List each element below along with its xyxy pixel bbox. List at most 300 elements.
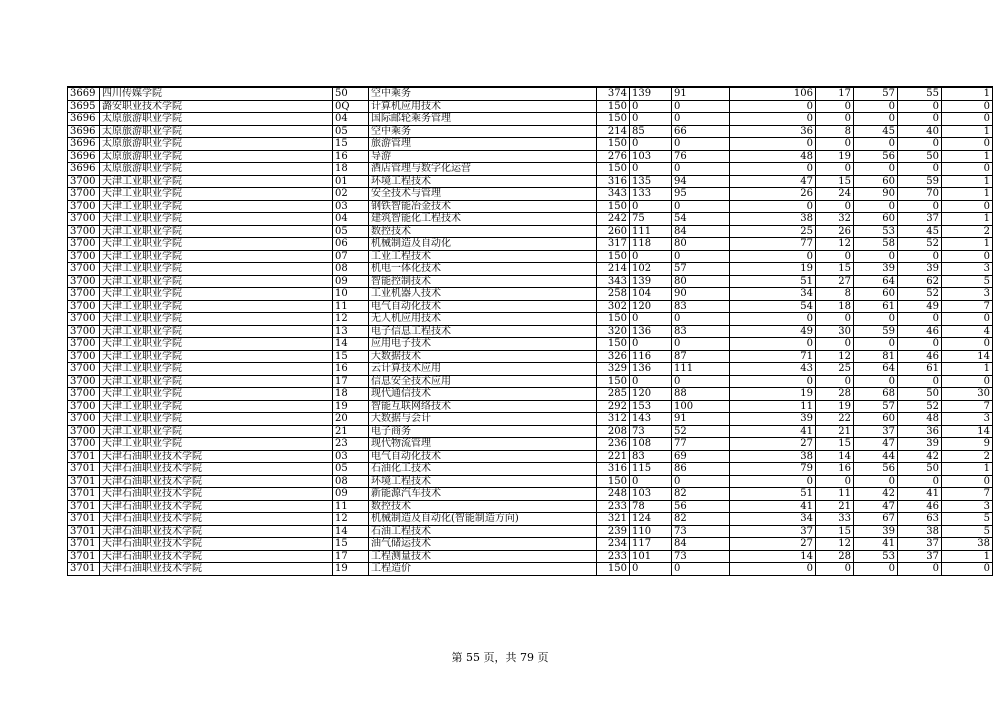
col-5-cell: 150 bbox=[597, 113, 630, 126]
col-7-cell: 82 bbox=[672, 513, 730, 526]
col-11-cell: 62 bbox=[898, 275, 942, 288]
col-10-cell: 61 bbox=[854, 300, 898, 313]
col-8-cell: 48 bbox=[730, 150, 816, 163]
school-name-cell: 天津工业职业学院 bbox=[100, 288, 333, 301]
col-12-cell: 0 bbox=[942, 475, 993, 488]
table-row bbox=[68, 138, 993, 151]
school-name-cell: 天津工业职业学院 bbox=[100, 425, 333, 438]
table-row bbox=[68, 425, 993, 438]
school-name-cell: 天津石油职业技术学院 bbox=[100, 488, 333, 501]
col-12-cell: 14 bbox=[942, 350, 993, 363]
col-7-cell: 91 bbox=[672, 413, 730, 426]
major-code-cell: 11 bbox=[333, 500, 369, 513]
table-row bbox=[68, 313, 993, 326]
col-8-cell: 54 bbox=[730, 300, 816, 313]
major-name-cell: 环境工程技术 bbox=[369, 475, 597, 488]
col-10-cell: 39 bbox=[854, 263, 898, 276]
col-9-cell: 12 bbox=[816, 238, 854, 251]
school-code-cell: 3700 bbox=[68, 213, 100, 226]
school-code-cell: 3700 bbox=[68, 413, 100, 426]
col-12-cell: 1 bbox=[942, 463, 993, 476]
col-5-cell: 292 bbox=[597, 400, 630, 413]
col-5-cell: 239 bbox=[597, 525, 630, 538]
major-code-cell: 18 bbox=[333, 163, 369, 176]
major-code-cell: 04 bbox=[333, 113, 369, 126]
col-9-cell: 0 bbox=[816, 338, 854, 351]
major-code-cell: 09 bbox=[333, 488, 369, 501]
col-8-cell: 38 bbox=[730, 450, 816, 463]
col-7-cell: 76 bbox=[672, 150, 730, 163]
col-9-cell: 22 bbox=[816, 413, 854, 426]
col-12-cell: 14 bbox=[942, 425, 993, 438]
col-5-cell: 312 bbox=[597, 413, 630, 426]
col-8-cell: 0 bbox=[730, 475, 816, 488]
col-10-cell: 0 bbox=[854, 163, 898, 176]
col-11-cell: 50 bbox=[898, 463, 942, 476]
col-6-cell: 103 bbox=[630, 150, 672, 163]
col-6-cell: 83 bbox=[630, 450, 672, 463]
col-5-cell: 150 bbox=[597, 250, 630, 263]
data-table bbox=[67, 86, 993, 576]
col-12-cell: 2 bbox=[942, 450, 993, 463]
major-name-cell: 电子信息工程技术 bbox=[369, 325, 597, 338]
col-7-cell: 0 bbox=[672, 163, 730, 176]
school-name-cell: 太原旅游职业学院 bbox=[100, 125, 333, 138]
col-10-cell: 58 bbox=[854, 238, 898, 251]
col-6-cell: 102 bbox=[630, 263, 672, 276]
major-name-cell: 信息安全技术应用 bbox=[369, 375, 597, 388]
school-name-cell: 潞安职业技术学院 bbox=[100, 100, 333, 113]
col-9-cell: 0 bbox=[816, 563, 854, 576]
col-10-cell: 60 bbox=[854, 175, 898, 188]
col-5-cell: 150 bbox=[597, 338, 630, 351]
school-name-cell: 天津工业职业学院 bbox=[100, 438, 333, 451]
school-code-cell: 3701 bbox=[68, 463, 100, 476]
col-7-cell: 82 bbox=[672, 488, 730, 501]
col-11-cell: 0 bbox=[898, 313, 942, 326]
col-5-cell: 260 bbox=[597, 225, 630, 238]
col-12-cell: 7 bbox=[942, 400, 993, 413]
col-10-cell: 0 bbox=[854, 475, 898, 488]
col-6-cell: 0 bbox=[630, 313, 672, 326]
col-8-cell: 0 bbox=[730, 163, 816, 176]
col-8-cell: 77 bbox=[730, 238, 816, 251]
col-5-cell: 233 bbox=[597, 550, 630, 563]
col-9-cell: 15 bbox=[816, 438, 854, 451]
col-9-cell: 28 bbox=[816, 388, 854, 401]
col-10-cell: 44 bbox=[854, 450, 898, 463]
school-code-cell: 3701 bbox=[68, 475, 100, 488]
col-10-cell: 64 bbox=[854, 363, 898, 376]
col-5-cell: 150 bbox=[597, 163, 630, 176]
col-6-cell: 133 bbox=[630, 188, 672, 201]
table-row bbox=[68, 125, 993, 138]
col-6-cell: 103 bbox=[630, 488, 672, 501]
col-7-cell: 54 bbox=[672, 213, 730, 226]
school-code-cell: 3700 bbox=[68, 238, 100, 251]
table-body bbox=[68, 87, 993, 575]
col-11-cell: 0 bbox=[898, 113, 942, 126]
col-7-cell: 0 bbox=[672, 563, 730, 576]
col-8-cell: 34 bbox=[730, 513, 816, 526]
major-code-cell: 05 bbox=[333, 463, 369, 476]
col-10-cell: 47 bbox=[854, 438, 898, 451]
col-8-cell: 11 bbox=[730, 400, 816, 413]
col-12-cell: 5 bbox=[942, 525, 993, 538]
col-9-cell: 18 bbox=[816, 300, 854, 313]
col-12-cell: 1 bbox=[942, 125, 993, 138]
major-code-cell: 16 bbox=[333, 363, 369, 376]
col-11-cell: 0 bbox=[898, 200, 942, 213]
major-name-cell: 机电一体化技术 bbox=[369, 263, 597, 276]
col-10-cell: 60 bbox=[854, 288, 898, 301]
col-5-cell: 329 bbox=[597, 363, 630, 376]
col-5-cell: 248 bbox=[597, 488, 630, 501]
col-10-cell: 67 bbox=[854, 513, 898, 526]
col-7-cell: 84 bbox=[672, 225, 730, 238]
col-5-cell: 326 bbox=[597, 350, 630, 363]
school-name-cell: 天津工业职业学院 bbox=[100, 363, 333, 376]
major-code-cell: 0Q bbox=[333, 100, 369, 113]
school-code-cell: 3700 bbox=[68, 263, 100, 276]
school-code-cell: 3700 bbox=[68, 175, 100, 188]
col-7-cell: 83 bbox=[672, 325, 730, 338]
col-8-cell: 41 bbox=[730, 425, 816, 438]
col-11-cell: 49 bbox=[898, 300, 942, 313]
school-name-cell: 太原旅游职业学院 bbox=[100, 138, 333, 151]
major-code-cell: 12 bbox=[333, 313, 369, 326]
col-8-cell: 49 bbox=[730, 325, 816, 338]
col-7-cell: 57 bbox=[672, 263, 730, 276]
col-11-cell: 39 bbox=[898, 438, 942, 451]
col-12-cell: 1 bbox=[942, 175, 993, 188]
col-5-cell: 234 bbox=[597, 538, 630, 551]
col-11-cell: 0 bbox=[898, 138, 942, 151]
col-6-cell: 75 bbox=[630, 213, 672, 226]
col-9-cell: 0 bbox=[816, 163, 854, 176]
col-7-cell: 80 bbox=[672, 238, 730, 251]
major-name-cell: 石油化工技术 bbox=[369, 463, 597, 476]
col-12-cell: 0 bbox=[942, 338, 993, 351]
col-11-cell: 42 bbox=[898, 450, 942, 463]
col-6-cell: 0 bbox=[630, 375, 672, 388]
col-7-cell: 66 bbox=[672, 125, 730, 138]
col-6-cell: 153 bbox=[630, 400, 672, 413]
col-6-cell: 0 bbox=[630, 563, 672, 576]
table-row bbox=[68, 250, 993, 263]
col-6-cell: 115 bbox=[630, 463, 672, 476]
col-9-cell: 28 bbox=[816, 550, 854, 563]
col-6-cell: 139 bbox=[630, 87, 672, 100]
col-12-cell: 0 bbox=[942, 375, 993, 388]
col-10-cell: 0 bbox=[854, 563, 898, 576]
col-7-cell: 77 bbox=[672, 438, 730, 451]
col-9-cell: 15 bbox=[816, 263, 854, 276]
school-code-cell: 3701 bbox=[68, 513, 100, 526]
major-code-cell: 12 bbox=[333, 513, 369, 526]
school-name-cell: 天津工业职业学院 bbox=[100, 300, 333, 313]
col-9-cell: 0 bbox=[816, 250, 854, 263]
col-6-cell: 116 bbox=[630, 350, 672, 363]
school-code-cell: 3700 bbox=[68, 313, 100, 326]
col-6-cell: 135 bbox=[630, 175, 672, 188]
col-5-cell: 258 bbox=[597, 288, 630, 301]
col-6-cell: 0 bbox=[630, 338, 672, 351]
col-8-cell: 19 bbox=[730, 388, 816, 401]
school-name-cell: 天津工业职业学院 bbox=[100, 275, 333, 288]
col-7-cell: 0 bbox=[672, 200, 730, 213]
col-5-cell: 233 bbox=[597, 500, 630, 513]
school-code-cell: 3701 bbox=[68, 450, 100, 463]
col-11-cell: 37 bbox=[898, 550, 942, 563]
major-code-cell: 16 bbox=[333, 150, 369, 163]
table-row bbox=[68, 200, 993, 213]
col-9-cell: 11 bbox=[816, 488, 854, 501]
col-12-cell: 0 bbox=[942, 313, 993, 326]
school-code-cell: 3700 bbox=[68, 275, 100, 288]
col-7-cell: 0 bbox=[672, 475, 730, 488]
table-row bbox=[68, 163, 993, 176]
school-name-cell: 天津工业职业学院 bbox=[100, 200, 333, 213]
col-6-cell: 0 bbox=[630, 100, 672, 113]
col-9-cell: 0 bbox=[816, 475, 854, 488]
school-name-cell: 天津工业职业学院 bbox=[100, 338, 333, 351]
school-code-cell: 3696 bbox=[68, 150, 100, 163]
col-6-cell: 0 bbox=[630, 138, 672, 151]
col-5-cell: 214 bbox=[597, 263, 630, 276]
col-12-cell: 5 bbox=[942, 275, 993, 288]
major-name-cell: 新能源汽车技术 bbox=[369, 488, 597, 501]
major-code-cell: 18 bbox=[333, 388, 369, 401]
major-code-cell: 15 bbox=[333, 350, 369, 363]
school-name-cell: 天津石油职业技术学院 bbox=[100, 538, 333, 551]
table-row bbox=[68, 350, 993, 363]
col-7-cell: 84 bbox=[672, 538, 730, 551]
major-code-cell: 17 bbox=[333, 375, 369, 388]
col-10-cell: 90 bbox=[854, 188, 898, 201]
table-row bbox=[68, 538, 993, 551]
school-code-cell: 3700 bbox=[68, 350, 100, 363]
col-9-cell: 8 bbox=[816, 288, 854, 301]
school-code-cell: 3700 bbox=[68, 300, 100, 313]
col-6-cell: 143 bbox=[630, 413, 672, 426]
school-code-cell: 3700 bbox=[68, 425, 100, 438]
major-code-cell: 20 bbox=[333, 413, 369, 426]
school-name-cell: 天津工业职业学院 bbox=[100, 313, 333, 326]
col-7-cell: 83 bbox=[672, 300, 730, 313]
school-code-cell: 3701 bbox=[68, 488, 100, 501]
table-row bbox=[68, 113, 993, 126]
col-10-cell: 0 bbox=[854, 375, 898, 388]
col-11-cell: 40 bbox=[898, 125, 942, 138]
col-8-cell: 0 bbox=[730, 113, 816, 126]
col-8-cell: 14 bbox=[730, 550, 816, 563]
col-8-cell: 0 bbox=[730, 250, 816, 263]
col-6-cell: 108 bbox=[630, 438, 672, 451]
school-name-cell: 天津工业职业学院 bbox=[100, 413, 333, 426]
col-7-cell: 111 bbox=[672, 363, 730, 376]
major-name-cell: 酒店管理与数字化运营 bbox=[369, 163, 597, 176]
col-9-cell: 0 bbox=[816, 100, 854, 113]
major-name-cell: 建筑智能化工程技术 bbox=[369, 213, 597, 226]
col-12-cell: 1 bbox=[942, 238, 993, 251]
col-12-cell: 0 bbox=[942, 100, 993, 113]
col-12-cell: 1 bbox=[942, 87, 993, 100]
col-9-cell: 24 bbox=[816, 188, 854, 201]
school-name-cell: 太原旅游职业学院 bbox=[100, 113, 333, 126]
col-5-cell: 317 bbox=[597, 238, 630, 251]
table-row bbox=[68, 150, 993, 163]
col-6-cell: 120 bbox=[630, 388, 672, 401]
school-code-cell: 3696 bbox=[68, 113, 100, 126]
col-11-cell: 0 bbox=[898, 375, 942, 388]
table-row bbox=[68, 225, 993, 238]
table-row bbox=[68, 213, 993, 226]
col-11-cell: 39 bbox=[898, 263, 942, 276]
col-5-cell: 150 bbox=[597, 313, 630, 326]
col-12-cell: 0 bbox=[942, 563, 993, 576]
school-name-cell: 天津石油职业技术学院 bbox=[100, 513, 333, 526]
col-10-cell: 56 bbox=[854, 150, 898, 163]
col-10-cell: 60 bbox=[854, 213, 898, 226]
major-name-cell: 大数据与会计 bbox=[369, 413, 597, 426]
col-9-cell: 0 bbox=[816, 375, 854, 388]
col-11-cell: 37 bbox=[898, 538, 942, 551]
col-12-cell: 3 bbox=[942, 500, 993, 513]
major-code-cell: 19 bbox=[333, 563, 369, 576]
col-10-cell: 59 bbox=[854, 325, 898, 338]
col-11-cell: 37 bbox=[898, 213, 942, 226]
col-7-cell: 73 bbox=[672, 525, 730, 538]
major-code-cell: 21 bbox=[333, 425, 369, 438]
major-code-cell: 17 bbox=[333, 550, 369, 563]
col-7-cell: 69 bbox=[672, 450, 730, 463]
col-9-cell: 17 bbox=[816, 87, 854, 100]
major-name-cell: 工程测量技术 bbox=[369, 550, 597, 563]
col-10-cell: 0 bbox=[854, 338, 898, 351]
col-10-cell: 47 bbox=[854, 500, 898, 513]
table-row bbox=[68, 438, 993, 451]
major-name-cell: 现代通信技术 bbox=[369, 388, 597, 401]
school-name-cell: 天津工业职业学院 bbox=[100, 263, 333, 276]
col-7-cell: 52 bbox=[672, 425, 730, 438]
col-5-cell: 276 bbox=[597, 150, 630, 163]
col-12-cell: 0 bbox=[942, 113, 993, 126]
col-6-cell: 117 bbox=[630, 538, 672, 551]
school-name-cell: 天津石油职业技术学院 bbox=[100, 450, 333, 463]
major-name-cell: 工业机器人技术 bbox=[369, 288, 597, 301]
major-name-cell: 导游 bbox=[369, 150, 597, 163]
col-9-cell: 26 bbox=[816, 225, 854, 238]
table-row bbox=[68, 238, 993, 251]
school-code-cell: 3701 bbox=[68, 538, 100, 551]
col-12-cell: 38 bbox=[942, 538, 993, 551]
col-9-cell: 12 bbox=[816, 538, 854, 551]
col-9-cell: 0 bbox=[816, 138, 854, 151]
table-row bbox=[68, 325, 993, 338]
col-5-cell: 150 bbox=[597, 475, 630, 488]
col-10-cell: 42 bbox=[854, 488, 898, 501]
school-name-cell: 天津工业职业学院 bbox=[100, 175, 333, 188]
col-10-cell: 53 bbox=[854, 550, 898, 563]
major-code-cell: 04 bbox=[333, 213, 369, 226]
col-5-cell: 236 bbox=[597, 438, 630, 451]
col-10-cell: 60 bbox=[854, 413, 898, 426]
col-6-cell: 124 bbox=[630, 513, 672, 526]
table-row bbox=[68, 563, 993, 576]
col-5-cell: 150 bbox=[597, 138, 630, 151]
major-code-cell: 07 bbox=[333, 250, 369, 263]
school-code-cell: 3701 bbox=[68, 563, 100, 576]
major-name-cell: 大数据技术 bbox=[369, 350, 597, 363]
major-code-cell: 09 bbox=[333, 275, 369, 288]
col-5-cell: 150 bbox=[597, 375, 630, 388]
school-name-cell: 天津工业职业学院 bbox=[100, 225, 333, 238]
school-code-cell: 3700 bbox=[68, 363, 100, 376]
col-9-cell: 21 bbox=[816, 500, 854, 513]
col-6-cell: 120 bbox=[630, 300, 672, 313]
school-name-cell: 天津工业职业学院 bbox=[100, 325, 333, 338]
table-row bbox=[68, 550, 993, 563]
major-code-cell: 08 bbox=[333, 263, 369, 276]
major-name-cell: 现代物流管理 bbox=[369, 438, 597, 451]
col-7-cell: 0 bbox=[672, 250, 730, 263]
col-10-cell: 39 bbox=[854, 525, 898, 538]
major-name-cell: 数控技术 bbox=[369, 500, 597, 513]
col-12-cell: 3 bbox=[942, 288, 993, 301]
col-11-cell: 52 bbox=[898, 288, 942, 301]
major-code-cell: 05 bbox=[333, 125, 369, 138]
table-row bbox=[68, 413, 993, 426]
table-row bbox=[68, 275, 993, 288]
col-10-cell: 45 bbox=[854, 125, 898, 138]
school-name-cell: 天津工业职业学院 bbox=[100, 350, 333, 363]
major-code-cell: 03 bbox=[333, 200, 369, 213]
col-8-cell: 0 bbox=[730, 100, 816, 113]
major-code-cell: 14 bbox=[333, 338, 369, 351]
col-9-cell: 8 bbox=[816, 125, 854, 138]
col-12-cell: 1 bbox=[942, 150, 993, 163]
major-code-cell: 13 bbox=[333, 325, 369, 338]
col-10-cell: 0 bbox=[854, 100, 898, 113]
col-5-cell: 150 bbox=[597, 100, 630, 113]
school-name-cell: 天津石油职业技术学院 bbox=[100, 563, 333, 576]
major-name-cell: 钢铁智能冶金技术 bbox=[369, 200, 597, 213]
school-name-cell: 天津工业职业学院 bbox=[100, 375, 333, 388]
col-10-cell: 56 bbox=[854, 463, 898, 476]
school-name-cell: 天津石油职业技术学院 bbox=[100, 550, 333, 563]
col-12-cell: 1 bbox=[942, 213, 993, 226]
col-9-cell: 15 bbox=[816, 175, 854, 188]
col-7-cell: 100 bbox=[672, 400, 730, 413]
col-5-cell: 214 bbox=[597, 125, 630, 138]
major-code-cell: 50 bbox=[333, 87, 369, 100]
col-12-cell: 0 bbox=[942, 250, 993, 263]
col-6-cell: 73 bbox=[630, 425, 672, 438]
col-11-cell: 48 bbox=[898, 413, 942, 426]
table-row bbox=[68, 475, 993, 488]
col-5-cell: 343 bbox=[597, 188, 630, 201]
major-name-cell: 石油工程技术 bbox=[369, 525, 597, 538]
school-code-cell: 3696 bbox=[68, 163, 100, 176]
col-9-cell: 0 bbox=[816, 313, 854, 326]
col-8-cell: 19 bbox=[730, 263, 816, 276]
col-8-cell: 0 bbox=[730, 200, 816, 213]
col-5-cell: 316 bbox=[597, 463, 630, 476]
col-8-cell: 0 bbox=[730, 563, 816, 576]
col-8-cell: 25 bbox=[730, 225, 816, 238]
major-name-cell: 空中乘务 bbox=[369, 87, 597, 100]
